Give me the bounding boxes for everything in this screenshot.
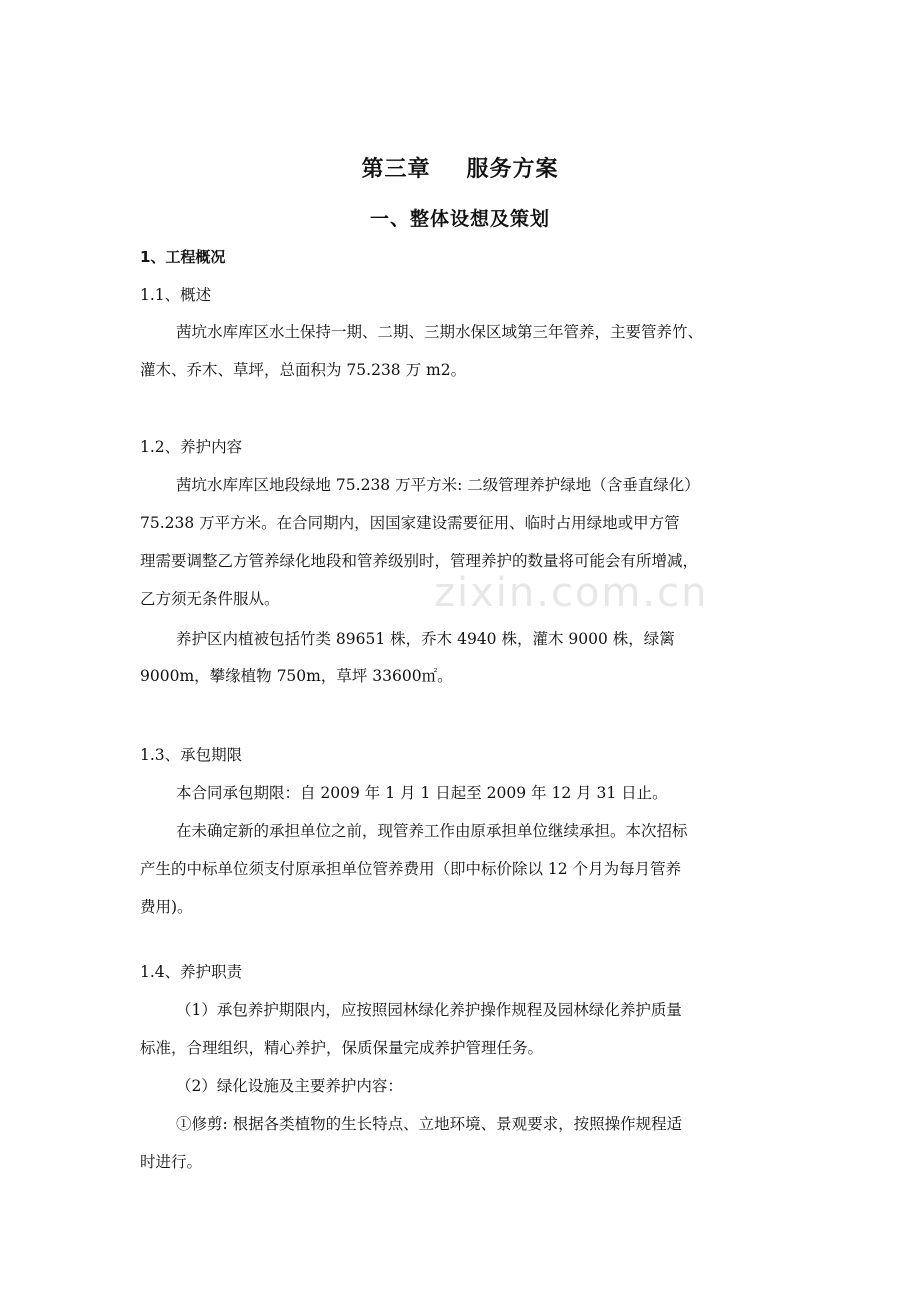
paragraph-line: 时进行。 bbox=[140, 1153, 203, 1171]
paragraph-line: 茜坑水库库区水土保持一期、二期、三期水保区域第三年管养，主要管养竹、 bbox=[176, 323, 704, 341]
chapter-name: 服务方案 bbox=[466, 157, 559, 182]
paragraph-line: 灌木、乔木、草坪，总面积为 75.238 万 m2。 bbox=[140, 361, 467, 379]
paragraph-line: 理需要调整乙方管养绿化地段和管养级别时，管理养护的数量将可能会有所增减， bbox=[140, 552, 699, 570]
paragraph-line: 费用)。 bbox=[140, 898, 193, 916]
heading-project-overview: 1、工程概况 bbox=[140, 248, 226, 266]
paragraph-line: 茜坑水库库区地段绿地 75.238 万平方米: 二级管理养护绿地（含垂直绿化） bbox=[176, 476, 700, 494]
section-title: 一、整体设想及策划 bbox=[369, 208, 550, 230]
heading-1-3: 1.3、承包期限 bbox=[140, 746, 243, 764]
watermark: zixin.com.cn bbox=[434, 570, 709, 616]
paragraph-line: ①修剪: 根据各类植物的生长特点、立地环境、景观要求，按照操作规程适 bbox=[176, 1115, 683, 1133]
chapter-title bbox=[0, 152, 920, 183]
paragraph-line: 标准，合理组织，精心养护，保质保量完成养护管理任务。 bbox=[140, 1039, 544, 1057]
heading-1-4: 1.4、养护职责 bbox=[140, 963, 243, 981]
paragraph-line: 9000m，攀缘植物 750m，草坪 33600㎡。 bbox=[140, 667, 453, 685]
paragraph-line: 75.238 万平方米。在合同期内，因国家建设需要征用、临时占用绿地或甲方管 bbox=[140, 514, 680, 532]
paragraph-line: 养护区内植被包括竹类 89651 株，乔木 4940 株，灌木 9000 株，绿篱 bbox=[176, 630, 675, 648]
heading-1-1: 1.1、概述 bbox=[140, 286, 212, 304]
paragraph-line: 产生的中标单位须支付原承担单位管养费用（即中标价除以 12 个月为每月管养 bbox=[140, 860, 682, 878]
paragraph-line: 在未确定新的承担单位之前，现管养工作由原承担单位继续承担。本次招标 bbox=[176, 822, 688, 840]
paragraph-line: 本合同承包期限：自 2009 年 1 月 1 日起至 2009 年 12 月 31 日止。 bbox=[176, 784, 668, 802]
paragraph-line: 乙方须无条件服从。 bbox=[140, 590, 280, 608]
chapter-number: 第三章 bbox=[361, 157, 431, 182]
paragraph-line: （1）承包养护期限内，应按照园林绿化养护操作规程及园林绿化养护质量 bbox=[176, 1001, 682, 1019]
heading-1-2: 1.2、养护内容 bbox=[140, 438, 243, 456]
paragraph-line: （2）绿化设施及主要养护内容： bbox=[176, 1077, 403, 1095]
